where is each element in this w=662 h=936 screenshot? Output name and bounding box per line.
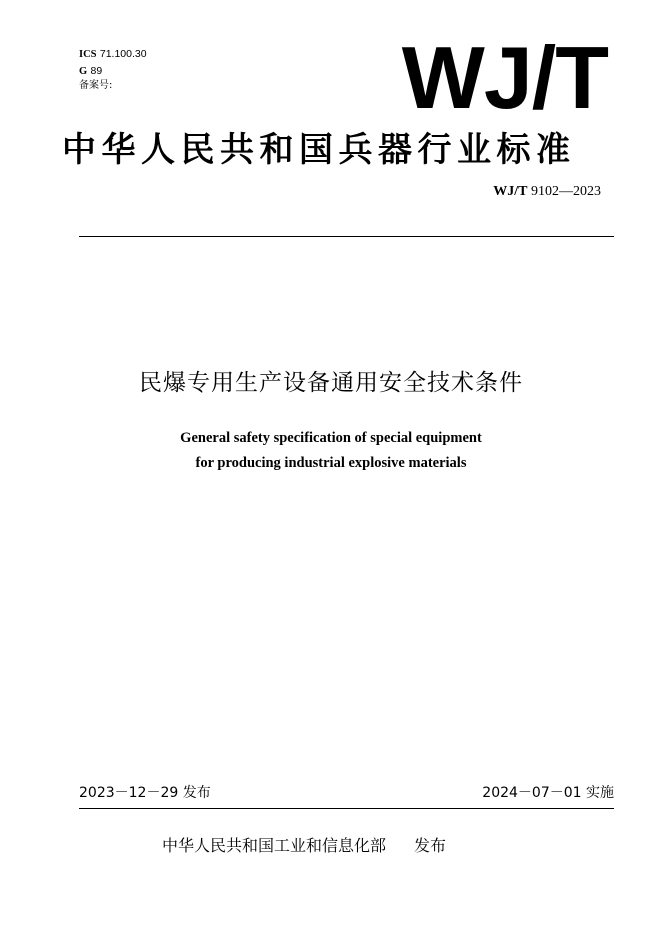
issuing-authority (162, 833, 446, 856)
document-title-en-line1: General safety specification of special equipment (180, 430, 482, 446)
record-number: 备案号: (79, 80, 113, 91)
ccs-label: G (79, 66, 88, 77)
ics-label: ICS (79, 49, 97, 60)
document-title-en-line2: for producing industrial explosive materials (195, 455, 467, 471)
implementation-date: 2024－07－01 实施 (482, 785, 614, 801)
bottom-divider (79, 808, 614, 809)
standard-logo: WJ/T (401, 28, 608, 127)
standard-code-number: 9102—2023 (531, 184, 601, 199)
standard-category-title: 中华人民共和国兵器行业标准 (62, 130, 576, 170)
ics-value: 71.100.30 (99, 48, 147, 60)
standard-code-prefix: WJ/T (493, 184, 528, 199)
top-divider (79, 236, 614, 237)
issuer-action: 发布 (414, 836, 447, 855)
ccs-value: 89 (90, 65, 103, 77)
issue-date: 2023－12－29 发布 (79, 785, 211, 801)
ics-code (79, 47, 147, 62)
document-title-zh: 民爆专用生产设备通用安全技术条件 (139, 370, 523, 396)
standard-code (493, 184, 601, 200)
ccs-code (79, 64, 102, 79)
issuer-name: 中华人民共和国工业和信息化部 (162, 836, 387, 855)
